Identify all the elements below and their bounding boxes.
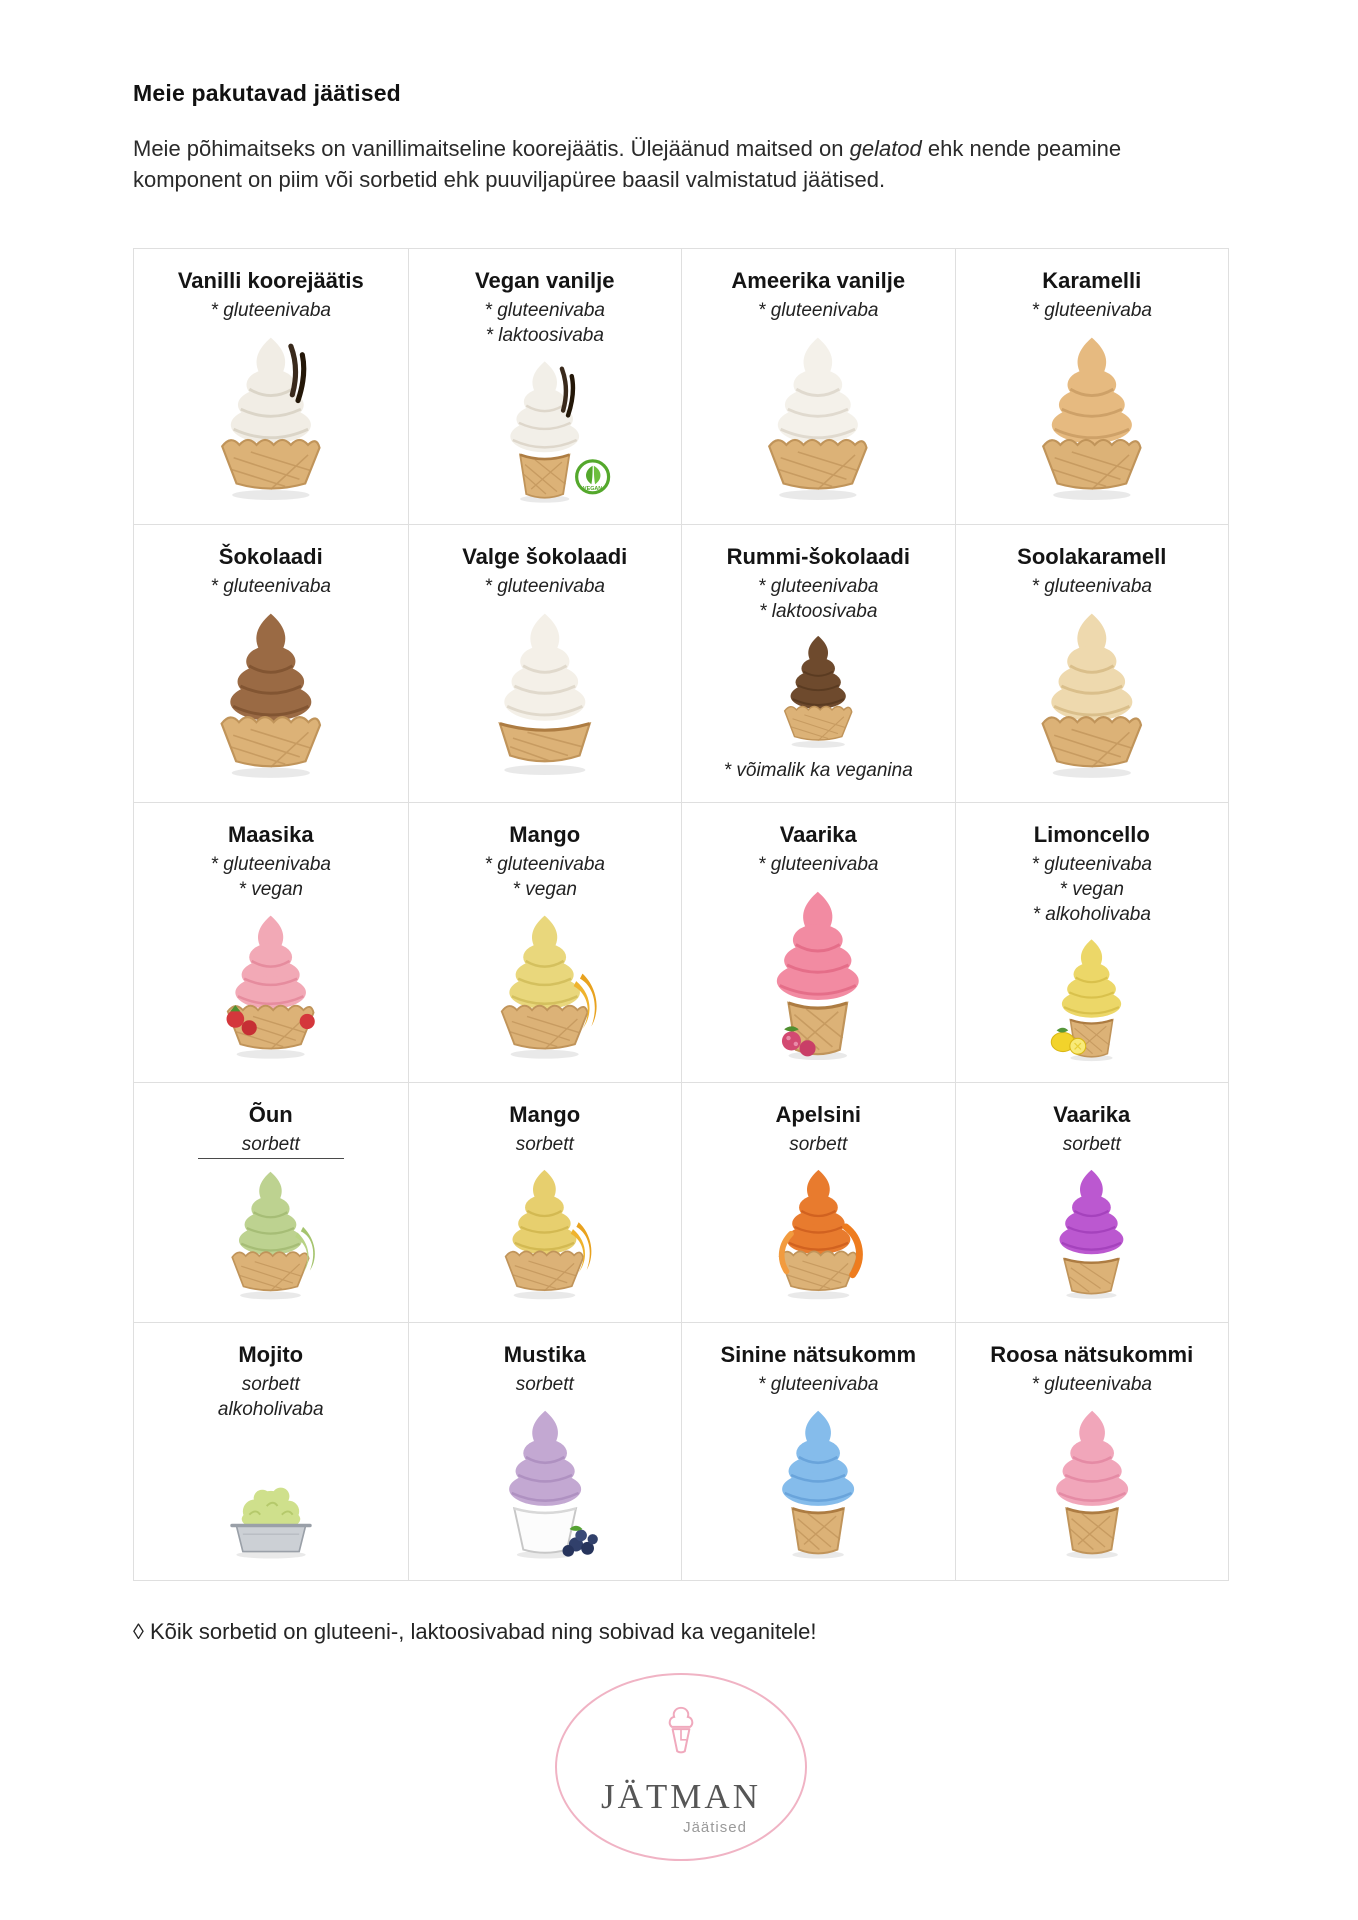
flavor-attribute: * gluteenivaba [758, 575, 879, 597]
flavor-cell [134, 249, 408, 524]
flavor-attribute: * gluteenivaba [484, 575, 605, 597]
flavor-attributes [1032, 852, 1152, 927]
flavor-cell [955, 1322, 1229, 1580]
flavor-name: Soolakaramell [1017, 544, 1167, 570]
soft-serve-in-waffle-basket-icon [690, 323, 947, 514]
flavor-cell [408, 249, 682, 524]
flavor-cell [681, 1322, 955, 1580]
soft-serve-on-short-cone-icon [964, 1157, 1221, 1312]
flavor-cell [408, 1322, 682, 1580]
flavor-cell [681, 249, 955, 524]
flavor-attribute: * gluteenivaba [484, 299, 605, 321]
flavor-attributes [789, 1132, 847, 1157]
flavor-note: * võimalik ka veganina [723, 760, 913, 782]
flavor-attribute: sorbett [789, 1133, 848, 1155]
flavor-cell [408, 802, 682, 1082]
soft-serve-on-cone-icon [417, 348, 674, 514]
flavor-cell [134, 524, 408, 802]
flavor-attributes [1032, 574, 1152, 599]
flavor-attributes [485, 298, 605, 348]
flavor-attribute: sorbett [1062, 1133, 1121, 1155]
soft-serve-in-cup-icon [417, 1397, 674, 1570]
soft-serve-in-waffle-bowl-icon [417, 599, 674, 792]
flavor-name: Apelsini [775, 1102, 862, 1128]
soft-serve-in-waffle-basket-icon [690, 624, 947, 760]
flavor-cell [955, 249, 1229, 524]
flavor-name: Maasika [227, 822, 314, 848]
soft-serve-in-waffle-basket-icon [964, 599, 1221, 792]
flavor-attributes [211, 298, 331, 323]
flavor-attributes [485, 574, 605, 599]
sorbet-footnote: ◊ Kõik sorbetid on gluteeni-, laktoosivabad ning sobivad ka veganitele! [133, 1619, 817, 1645]
flavor-attributes [1063, 1132, 1121, 1157]
flavor-attributes [516, 1132, 574, 1157]
logo-tagline-text: Jäätised [683, 1819, 747, 1837]
flavor-attribute: * gluteenivaba [758, 1373, 879, 1395]
flavor-attribute: alkoholivaba [217, 1399, 324, 1421]
soft-serve-in-waffle-basket-icon [690, 1157, 947, 1312]
flavor-grid [133, 248, 1229, 1581]
flavor-attribute: * vegan [512, 879, 577, 901]
flavor-attribute: * gluteenivaba [210, 575, 331, 597]
flavor-name: Karamelli [1042, 268, 1142, 294]
soft-serve-in-waffle-basket-icon [142, 1159, 400, 1312]
flavor-attribute: * gluteenivaba [1031, 299, 1152, 321]
flavor-cell [408, 524, 682, 802]
flavor-attribute: * laktoosivaba [759, 601, 878, 623]
intro-text-before: Meie põhimaitseks on vanillimaitseline koorejäätis. Ülejäänud maitsed on [133, 136, 850, 161]
page-title: Meie pakutavad jäätised [133, 80, 401, 106]
flavor-attribute: * gluteenivaba [210, 853, 331, 875]
flavor-name: Vanilli koorejäätis [177, 268, 364, 294]
logo-area [133, 1673, 1229, 1861]
soft-serve-cone-outline-icon [658, 1704, 704, 1773]
soft-serve-on-cone-icon [964, 1397, 1221, 1570]
flavor-name: Vegan vanilje [475, 268, 615, 294]
soft-serve-in-waffle-basket-icon [142, 323, 400, 514]
soft-serve-in-waffle-basket-icon [964, 323, 1221, 514]
flavor-attribute: * vegan [238, 879, 303, 901]
soft-serve-in-waffle-basket-icon [417, 1157, 674, 1312]
logo-brand-text: JÄTMAN [601, 1777, 761, 1817]
flavor-name: Valge šokolaadi [462, 544, 628, 570]
flavor-attribute: sorbett [241, 1373, 300, 1395]
flavor-cell [134, 802, 408, 1082]
flavor-attributes [211, 852, 331, 902]
flavor-attribute: * alkoholivaba [1032, 904, 1151, 926]
flavor-cell [955, 524, 1229, 802]
flavor-attributes [516, 1372, 574, 1397]
flavor-name: Mustika [503, 1342, 586, 1368]
soft-serve-on-cone-icon [690, 877, 947, 1072]
soft-serve-on-cone-icon [690, 1397, 947, 1570]
flavor-attribute: * gluteenivaba [758, 853, 879, 875]
flavor-attributes [758, 298, 878, 323]
flavor-attributes [1032, 1372, 1152, 1397]
flavor-cell [955, 1082, 1229, 1322]
flavor-cell [134, 1082, 408, 1322]
flavor-cell [134, 1322, 408, 1580]
flavor-name: Vaarika [779, 822, 857, 848]
flavor-attribute: * gluteenivaba [1031, 575, 1152, 597]
flavor-name: Mango [509, 1102, 581, 1128]
flavor-cell [681, 802, 955, 1082]
flavor-name: Mojito [238, 1342, 304, 1368]
flavor-attribute: sorbett [515, 1133, 574, 1155]
soft-serve-on-cone-icon [964, 927, 1221, 1072]
flavor-attributes [211, 574, 331, 599]
flavor-attribute: * laktoosivaba [485, 325, 604, 347]
flavor-attributes [218, 1372, 324, 1422]
flavor-attribute: * gluteenivaba [484, 853, 605, 875]
flavor-attribute: * gluteenivaba [210, 299, 331, 321]
soft-serve-in-waffle-basket-icon [142, 902, 400, 1072]
flavor-name: Roosa nätsukommi [990, 1342, 1194, 1368]
flavor-name: Ameerika vanilje [731, 268, 906, 294]
flavor-attribute: * gluteenivaba [1031, 1373, 1152, 1395]
intro-paragraph [133, 133, 1203, 195]
flavor-attributes [758, 574, 878, 624]
flavor-name: Rummi-šokolaadi [726, 544, 910, 570]
flavor-cell [408, 1082, 682, 1322]
flavor-attributes [758, 1372, 878, 1397]
flavor-attributes [1032, 298, 1152, 323]
intro-text-after: ehk nende peamine komponent on piim või sorbetid ehk puuviljapüree baasil valmistatud jäätised. [133, 136, 1122, 193]
flavor-name: Sinine nätsukomm [720, 1342, 917, 1368]
soft-serve-in-waffle-basket-icon [142, 599, 400, 792]
flavor-attribute: sorbett [515, 1373, 574, 1395]
flavor-attributes [485, 852, 605, 902]
flavor-name: Limoncello [1033, 822, 1150, 848]
intro-italic-word: gelatod [849, 136, 922, 161]
flavor-name: Vaarika [1053, 1102, 1131, 1128]
flavor-cell [681, 524, 955, 802]
flavor-cell [955, 802, 1229, 1082]
soft-serve-in-waffle-basket-icon [417, 902, 674, 1072]
flavor-attribute: * gluteenivaba [1031, 853, 1152, 875]
flavor-attribute: * gluteenivaba [758, 299, 879, 321]
flavor-name: Šokolaadi [218, 544, 323, 570]
flavor-attributes [758, 852, 878, 877]
svg-text:VEGAN: VEGAN [583, 485, 603, 492]
flavor-name: Mango [509, 822, 581, 848]
flavor-name: Õun [248, 1102, 293, 1128]
flavor-attribute: * vegan [1059, 879, 1124, 901]
gelato-tray-icon [142, 1422, 400, 1570]
flavor-attribute: sorbett [198, 1132, 344, 1159]
brand-logo [555, 1673, 807, 1861]
flavor-attributes [198, 1132, 344, 1159]
flavor-cell [681, 1082, 955, 1322]
